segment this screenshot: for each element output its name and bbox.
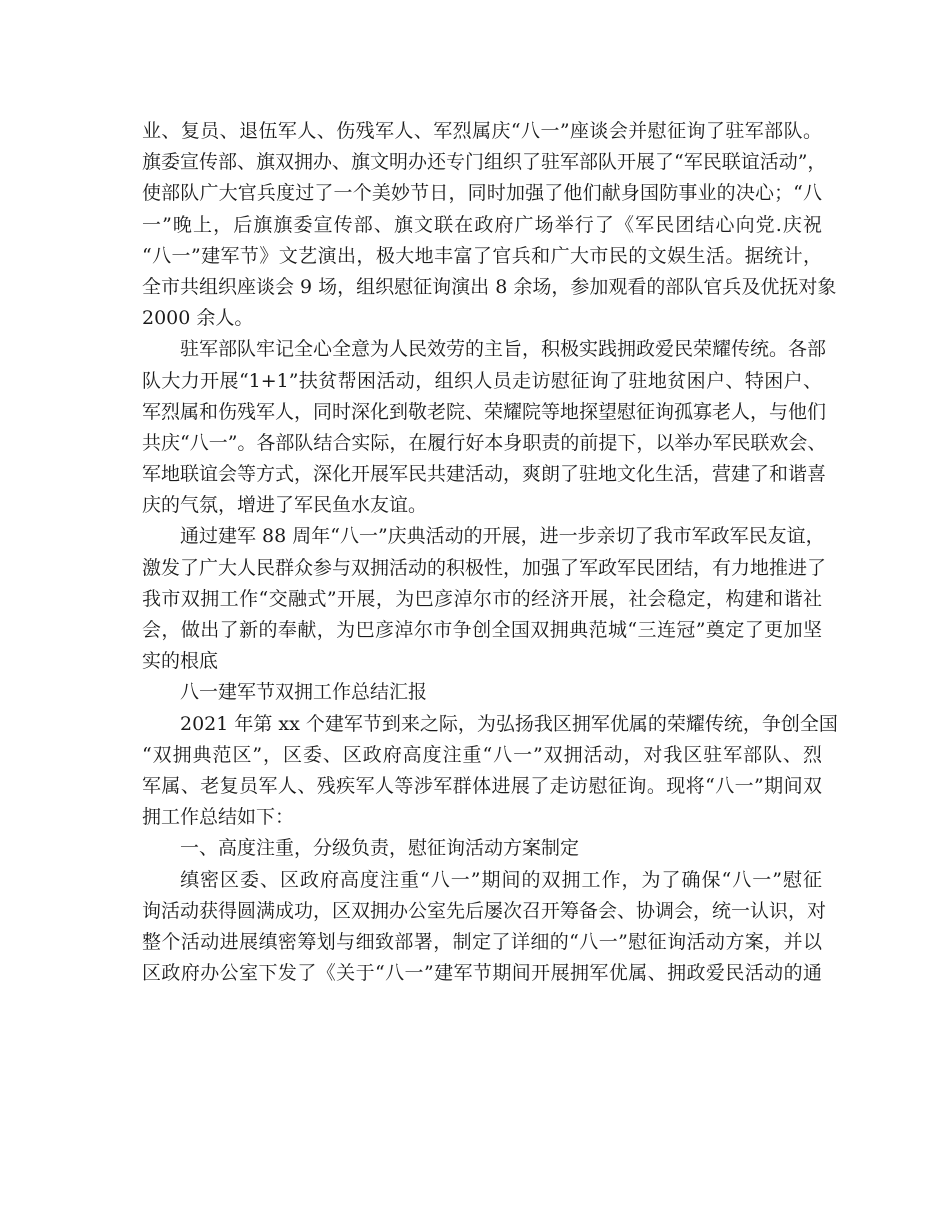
text-line: “双拥典范区”，区委、区政府高度注重“八一”双拥活动，对我区驻军部队、烈 [142,743,822,766]
text-line: 会，做出了新的奉献，为巴彦淖尔市争创全国双拥典范城“三连冠”奠定了更加坚 [142,619,822,641]
text-line: 区政府办公室下发了《关于“八一”建军节期间开展拥军优属、拥政爱民活动的通 [142,962,822,985]
text-line: 我市双拥工作“交融式”开展，为巴彦淖尔市的经济开展，社会稳定，构建和谐社 [142,587,822,610]
text-line: 实的根底 [142,650,219,673]
text-line: 通过建军 88 周年“八一”庆典活动的开展，进一步亲切了我市军政军民友谊， [180,525,825,548]
document-body [142,116,838,989]
text-line: 队大力开展“1+1”扶贫帮困活动，组织人员走访慰征询了驻地贫困户、特困户、 [142,369,822,392]
text-line: 缜密区委、区政府高度注重“八一”期间的双拥工作，为了确保“八一”慰征 [180,868,822,891]
text-line: 使部队广大官兵度过了一个美妙节日，同时加强了他们献身国防事业的决心；“八 [142,182,822,205]
text-line: 军烈属和伤残军人，同时深化到敬老院、荣耀院等地探望慰征询孤寡老人，与他们 [142,400,827,423]
text-line: 庆的气氛，增进了军民鱼水友谊。 [142,494,428,517]
text-line: 2021 年第 xx 个建军节到来之际，为弘扬我区拥军优属的荣耀传统，争创全国 [180,712,838,735]
text-line: 军属、老复员军人、残疾军人等涉军群体进展了走访慰征询。现将“八一”期间双 [142,774,822,797]
text-line: 驻军部队牢记全心全意为人民效劳的主旨，积极实践拥政爱民荣耀传统。各部 [180,338,827,361]
text-line: 拥工作总结如下： [142,806,295,829]
text-line: “八一”建军节》文艺演出，极大地丰富了官兵和广大市民的文娱生活。据统计， [142,244,822,267]
text-line: 全市共组织座谈会 9 场，组织慰征询演出 8 余场，参加观看的部队官兵及优抚对象 [142,275,837,298]
text-line: 询活动获得圆满成功，区双拥办公室先后屡次召开筹备会、协调会，统一认识，对 [142,899,827,922]
text-line: 八一建军节双拥工作总结汇报 [180,681,428,704]
text-line: 激发了广大人民群众参与双拥活动的积极性，加强了军政军民团结，有力地推进了 [142,556,827,579]
text-line: 整个活动进展缜密筹划与细致部署，制定了详细的“八一”慰征询活动方案，并以 [142,930,822,953]
text-line: 业、复员、退伍军人、伤残军人、军烈属庆“八一”座谈会并慰征询了驻军部队。 [142,120,822,142]
text-line: 共庆“八一”。各部队结合实际，在履行好本身职责的前提下，以举办军民联欢会、 [142,431,827,454]
text-line: 旗委宣传部、旗双拥办、旗文明办还专门组织了驻军部队开展了“军民联谊活动”， [142,151,827,174]
text-line: 军地联谊会等方式，深化开展军民共建活动，爽朗了驻地文化生活，营建了和谐喜 [142,463,827,486]
text-line: 一、高度注重，分级负责，慰征询活动方案制定 [180,837,580,860]
text-line: 一”晚上，后旗旗委宣传部、旗文联在政府广场举行了《军民团结心向党.庆祝 [142,213,822,236]
text-line: 2000 余人。 [142,307,254,330]
